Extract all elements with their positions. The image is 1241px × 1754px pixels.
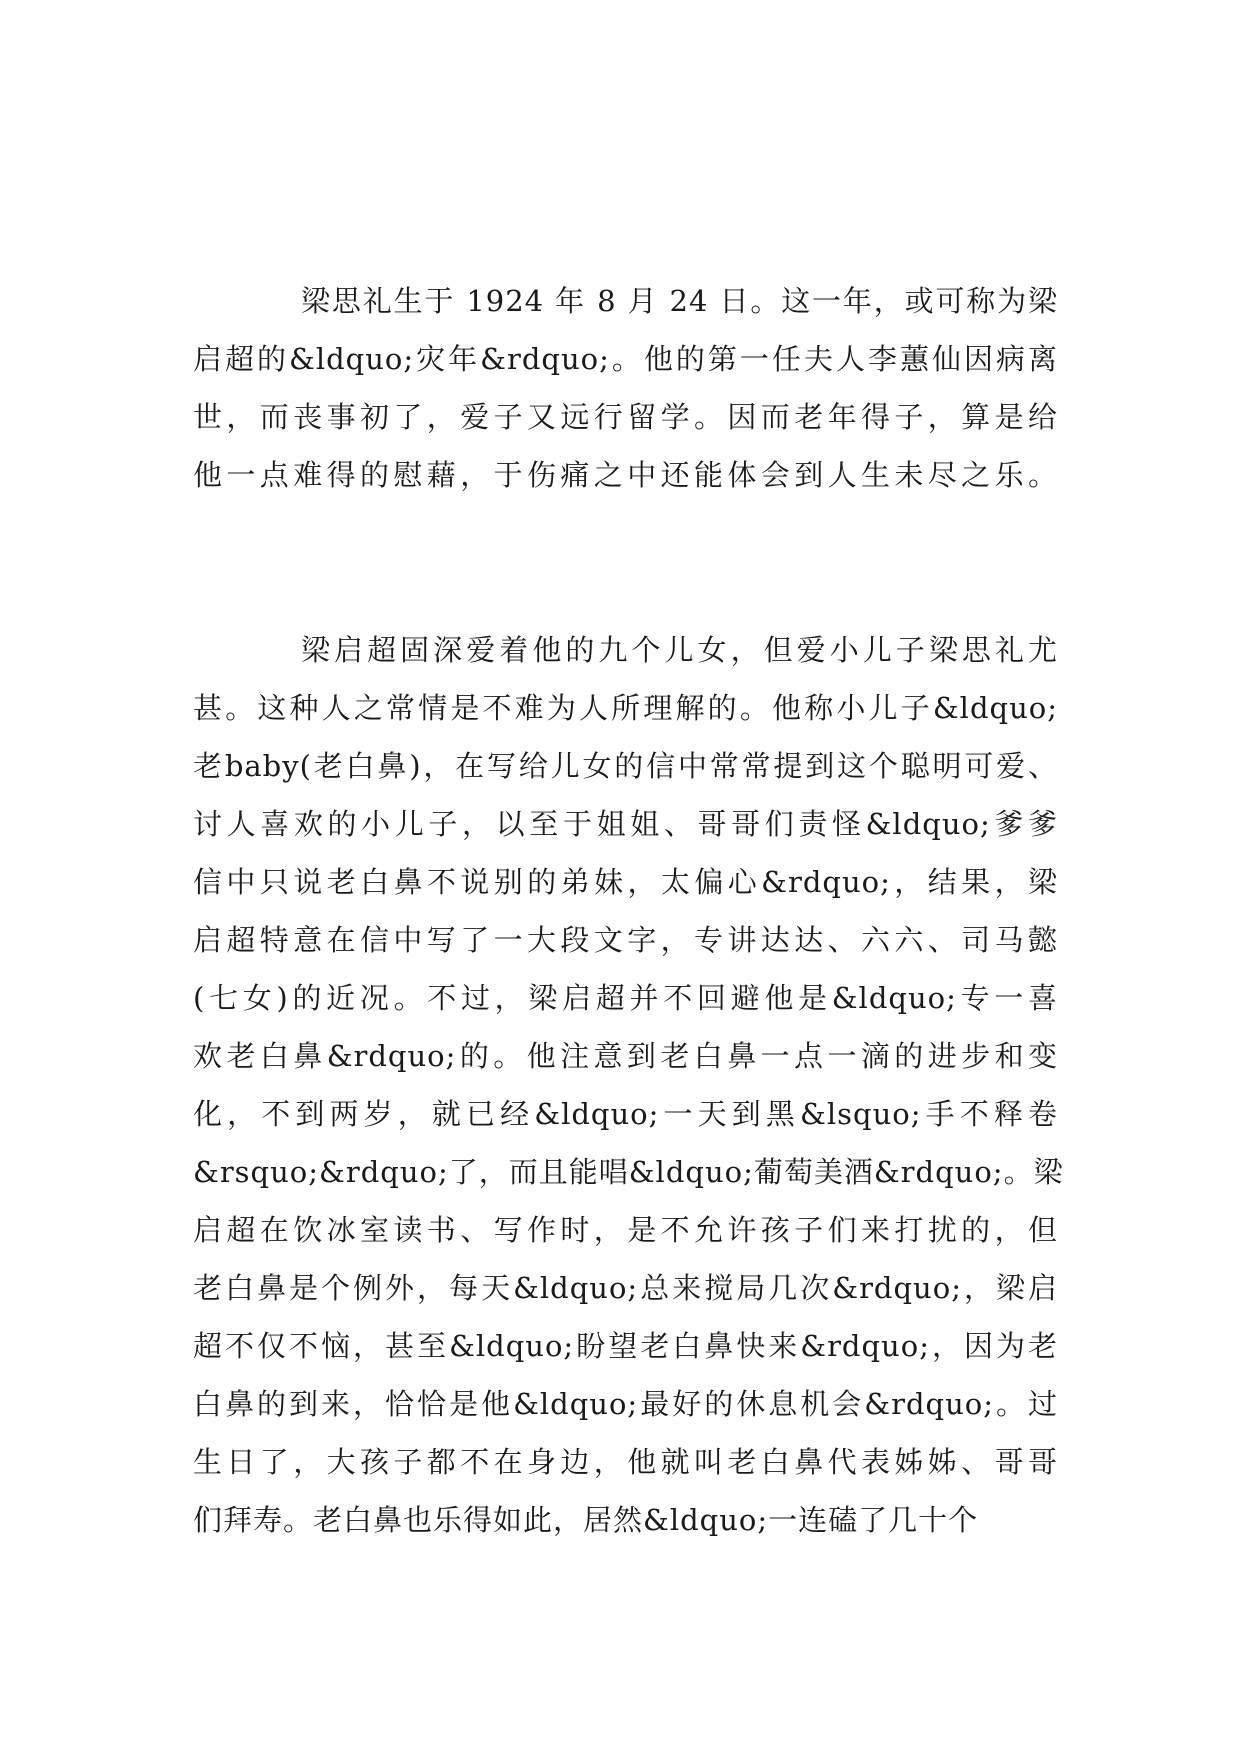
paragraph-line: 白鼻的到来，恰恰是他&ldquo;最好的休息机会&rdquo;。过	[193, 1387, 1058, 1421]
paragraph-line: 启超的&ldquo;灾年&rdquo;。他的第一任夫人李蕙仙因病离	[193, 342, 1058, 376]
paragraph-2	[193, 621, 1064, 1549]
paragraph-line: 讨人喜欢的小儿子，以至于姐姐、哥哥们责怪&ldquo;爹爹	[193, 807, 1058, 841]
paragraph-line: 世，而丧事初了，爱子又远行留学。因而老年得子，算是给	[193, 400, 1058, 434]
paragraph-line: 们拜寿。老白鼻也乐得如此，居然&ldquo;一连磕了几十个	[193, 1503, 979, 1537]
paragraph-line: 超不仅不恼，甚至&ldquo;盼望老白鼻快来&rdquo;，因为老	[193, 1329, 1058, 1363]
paragraph-line: 老白鼻是个例外，每天&ldquo;总来搅局几次&rdquo;，梁启	[193, 1271, 1058, 1305]
paragraph-line: 他一点难得的慰藉，于伤痛之中还能体会到人生未尽之乐。	[193, 458, 1058, 492]
paragraph-line: &rsquo;&rdquo;了，而且能唱&ldquo;葡萄美酒&rdquo;。梁	[193, 1155, 1064, 1189]
paragraph-line: 甚。这种人之常情是不难为人所理解的。他称小儿子&ldquo;	[193, 691, 1058, 725]
paragraph-1	[193, 272, 1058, 504]
paragraph-line: 化，不到两岁，就已经&ldquo;一天到黑&lsquo;手不释卷	[193, 1097, 1058, 1131]
paragraph-line: 梁启超固深爱着他的九个儿女，但爱小儿子梁思礼尤	[301, 633, 1058, 667]
paragraph-line: 欢老白鼻&rdquo;的。他注意到老白鼻一点一滴的进步和变	[193, 1039, 1058, 1073]
paragraph-line: 梁思礼生于 1924 年 8 月 24 日。这一年，或可称为梁	[301, 284, 1058, 318]
paragraph-line: (七女)的近况。不过，梁启超并不回避他是&ldquo;专一喜	[193, 981, 1058, 1015]
paragraph-line: 老baby(老白鼻)，在写给儿女的信中常常提到这个聪明可爱、	[193, 749, 1058, 783]
paragraph-line: 启超特意在信中写了一大段文字，专讲达达、六六、司马懿	[193, 923, 1058, 957]
paragraph-line: 生日了，大孩子都不在身边，他就叫老白鼻代表姊姊、哥哥	[193, 1445, 1058, 1479]
paragraph-line: 信中只说老白鼻不说别的弟妹，太偏心&rdquo;，结果，梁	[193, 865, 1058, 899]
paragraph-line: 启超在饮冰室读书、写作时，是不允许孩子们来打扰的，但	[193, 1213, 1058, 1247]
